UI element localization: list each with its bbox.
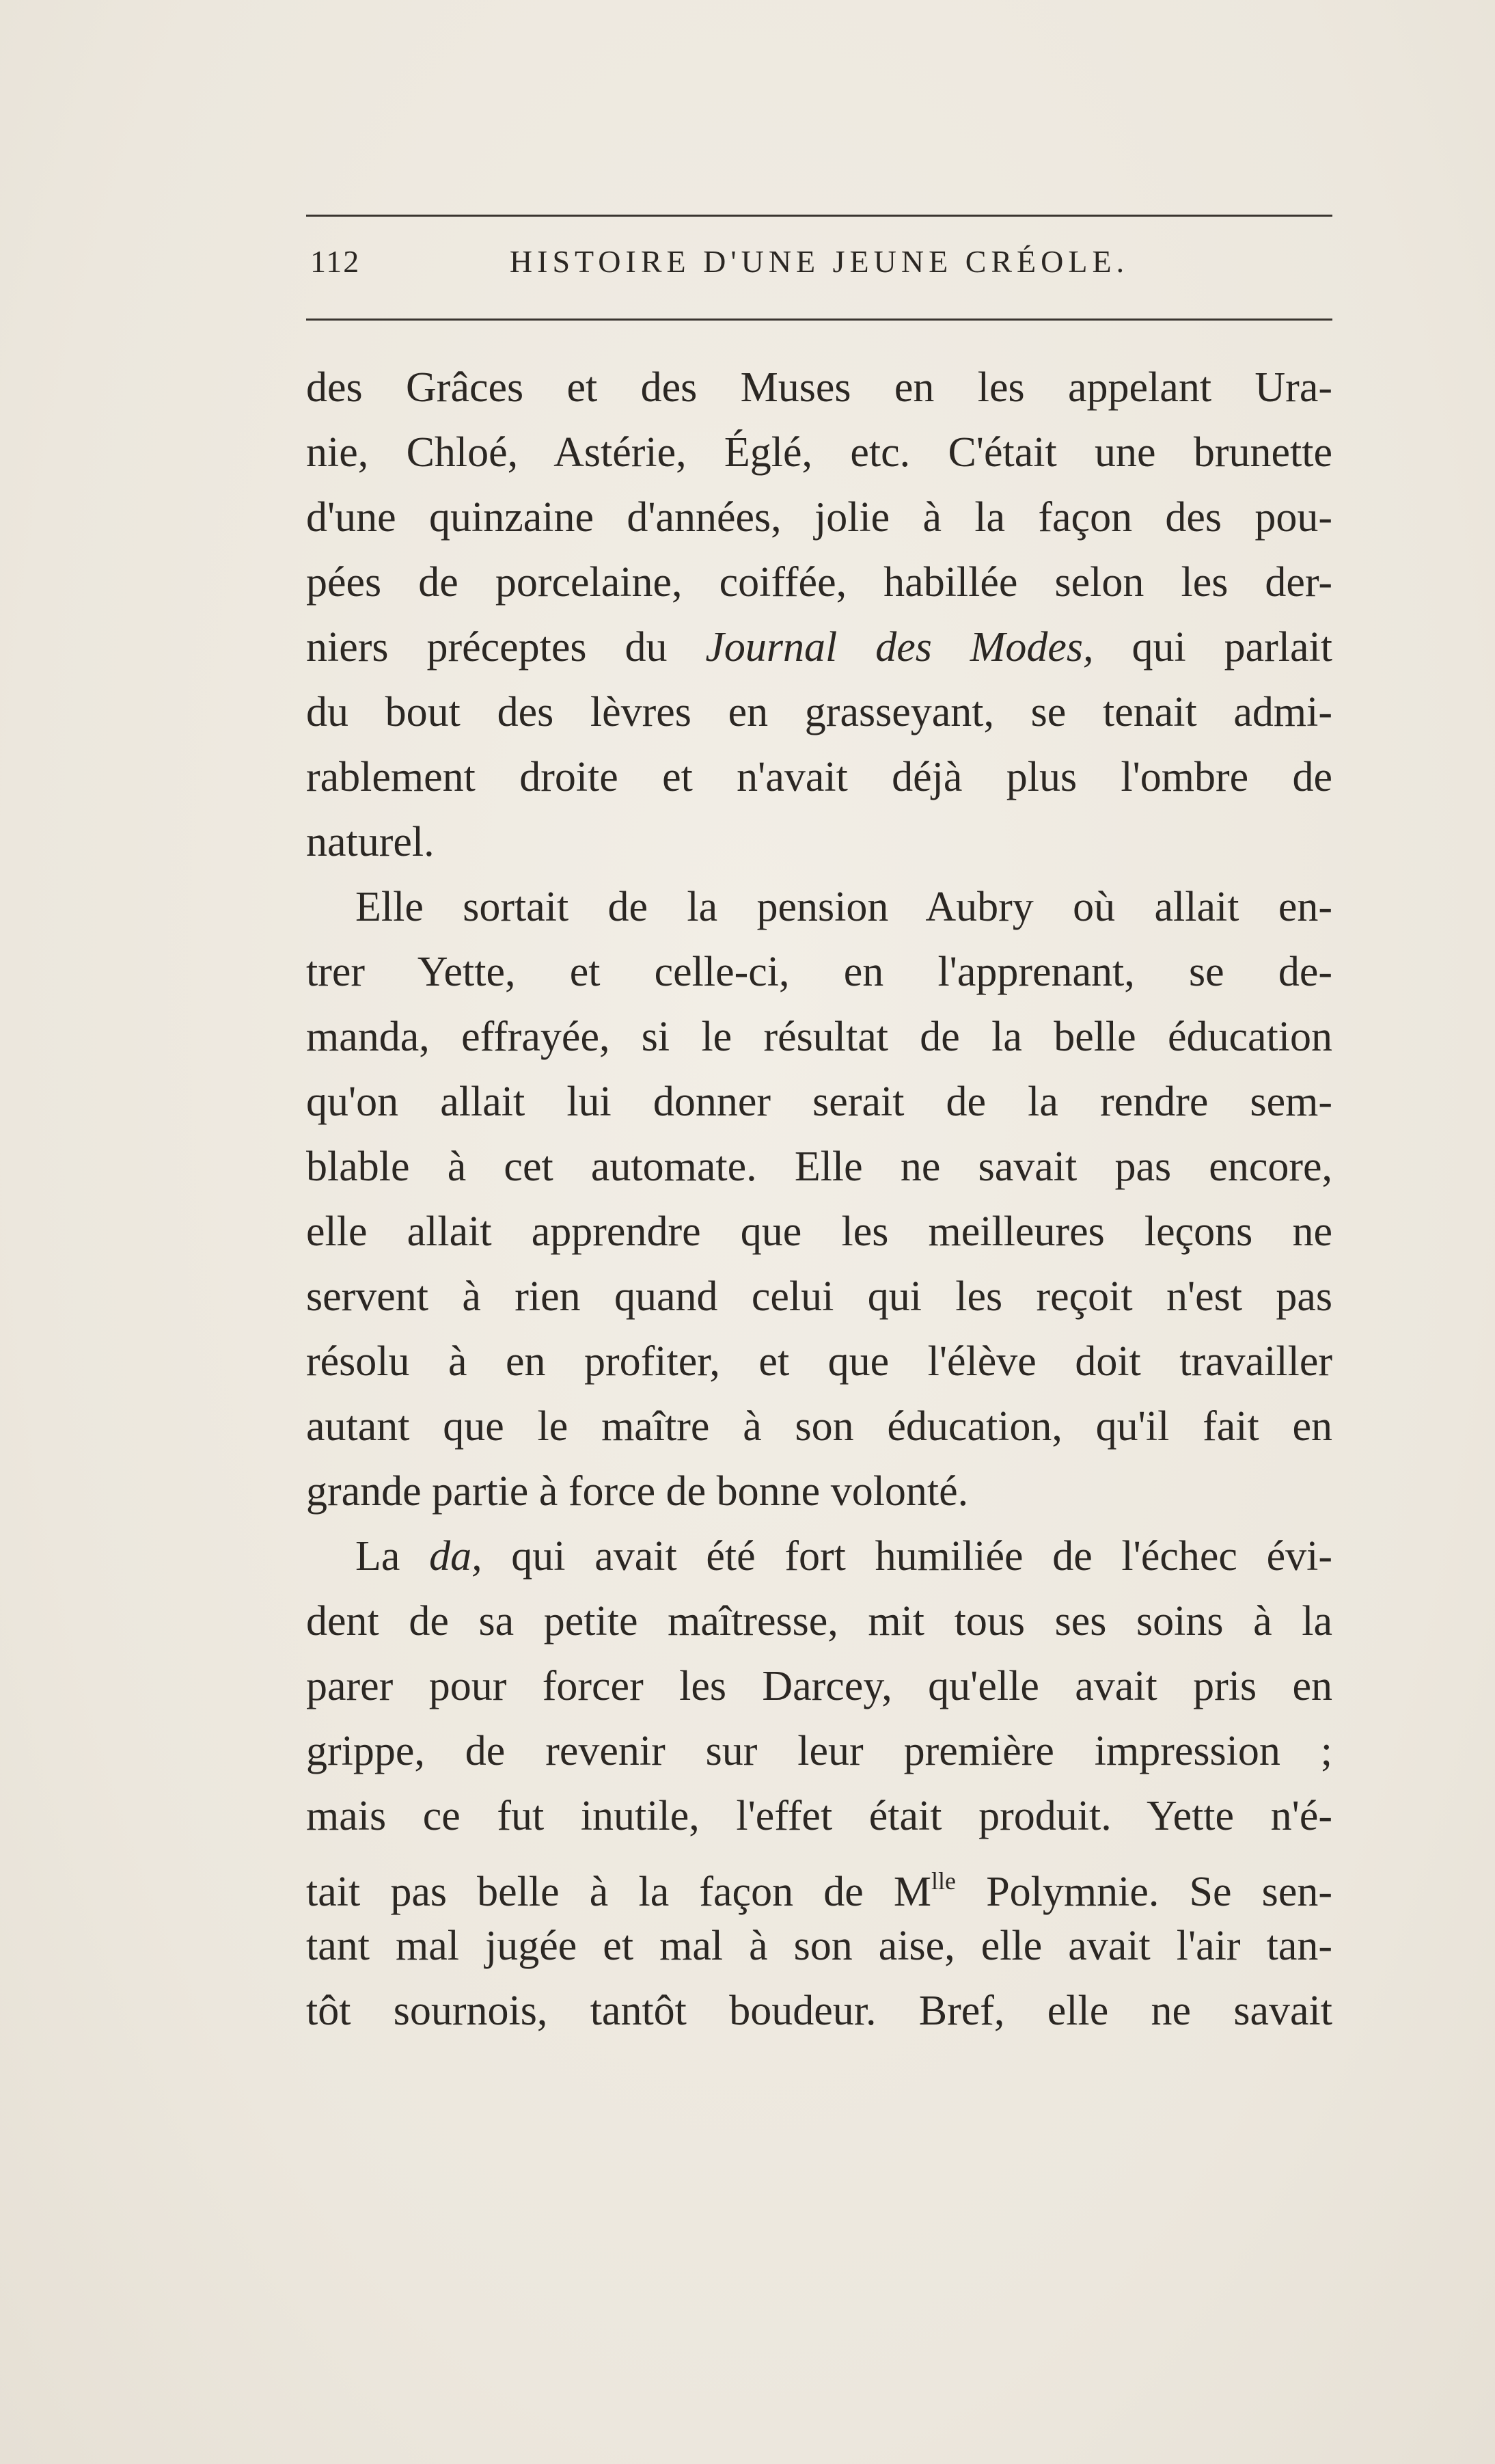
text-segment: La — [355, 1533, 430, 1580]
text-line: trer Yette, et celle-ci, en l'apprenant, se de- — [306, 949, 1332, 995]
paragraph-last-line: naturel. — [306, 819, 435, 865]
paragraph-last-line: grande partie à force de bonne volonté. — [306, 1468, 969, 1515]
text-line: pées de porcelaine, coiffée, habillée selon les der- — [306, 559, 1332, 606]
text-line — [306, 615, 1332, 680]
text-line: grippe, de revenir sur leur première impression ; — [306, 1728, 1332, 1774]
text-line: nie, Chloé, Astérie, Églé, etc. C'était une brunette — [306, 429, 1332, 476]
text-line: servent à rien quand celui qui les reçoit n'est pas — [306, 1273, 1332, 1320]
text-line: rablement droite et n'avait déjà plus l'ombre de — [306, 754, 1332, 800]
paragraph-first-line: Elle sortait de la pension Aubry où allait en- — [355, 884, 1332, 930]
italic-word: da, — [429, 1533, 482, 1580]
text-line: des Grâces et des Muses en les appelant Ura- — [306, 364, 1332, 411]
text-line: manda, effrayée, si le résultat de la belle éducation — [306, 1014, 1332, 1060]
text-line: blable à cet automate. Elle ne savait pas encore, — [306, 1143, 1332, 1190]
text-line: tant mal jugée et mal à son aise, elle avait l'air tan- — [306, 1923, 1332, 1969]
text-line: tôt sournois, tantôt boudeur. Bref, elle ne savait — [306, 1988, 1332, 2034]
superscript: lle — [931, 1867, 957, 1895]
text-line: du bout des lèvres en grasseyant, se tenait admi- — [306, 689, 1332, 735]
text-segment: qui parlait — [1093, 624, 1333, 671]
header-rule-top — [306, 215, 1332, 217]
header-rule-bottom — [306, 319, 1332, 321]
text-segment: niers préceptes du — [306, 624, 706, 671]
text-line: elle allait apprendre que les meilleures leçons ne — [306, 1208, 1332, 1255]
running-title: HISTOIRE D'UNE JEUNE CRÉOLE. — [509, 244, 1129, 279]
text-line: autant que le maître à son éducation, qu'il fait en — [306, 1403, 1332, 1450]
body-text — [306, 355, 1332, 2044]
running-header — [306, 243, 1332, 298]
text-segment: Polymnie. Se sen- — [956, 1869, 1332, 1915]
page-number: 112 — [310, 244, 361, 279]
text-line — [306, 1849, 1332, 1914]
text-segment: qui avait été fort humiliée de l'échec évi- — [482, 1533, 1332, 1580]
text-line: dent de sa petite maîtresse, mit tous ses soins à la — [306, 1598, 1332, 1644]
text-line: d'une quinzaine d'années, jolie à la façon des pou- — [306, 494, 1332, 541]
text-segment: tait pas belle à la façon de M — [306, 1869, 932, 1915]
paragraph-first-line — [306, 1524, 1332, 1589]
text-line: parer pour forcer les Darcey, qu'elle avait pris en — [306, 1663, 1332, 1709]
text-line: qu'on allait lui donner serait de la rendre sem- — [306, 1079, 1332, 1125]
text-line: mais ce fut inutile, l'effet était produit. Yette n'é- — [306, 1793, 1332, 1839]
text-line: résolu à en profiter, et que l'élève doit travailler — [306, 1338, 1332, 1385]
italic-title: Journal des Modes, — [705, 624, 1094, 671]
